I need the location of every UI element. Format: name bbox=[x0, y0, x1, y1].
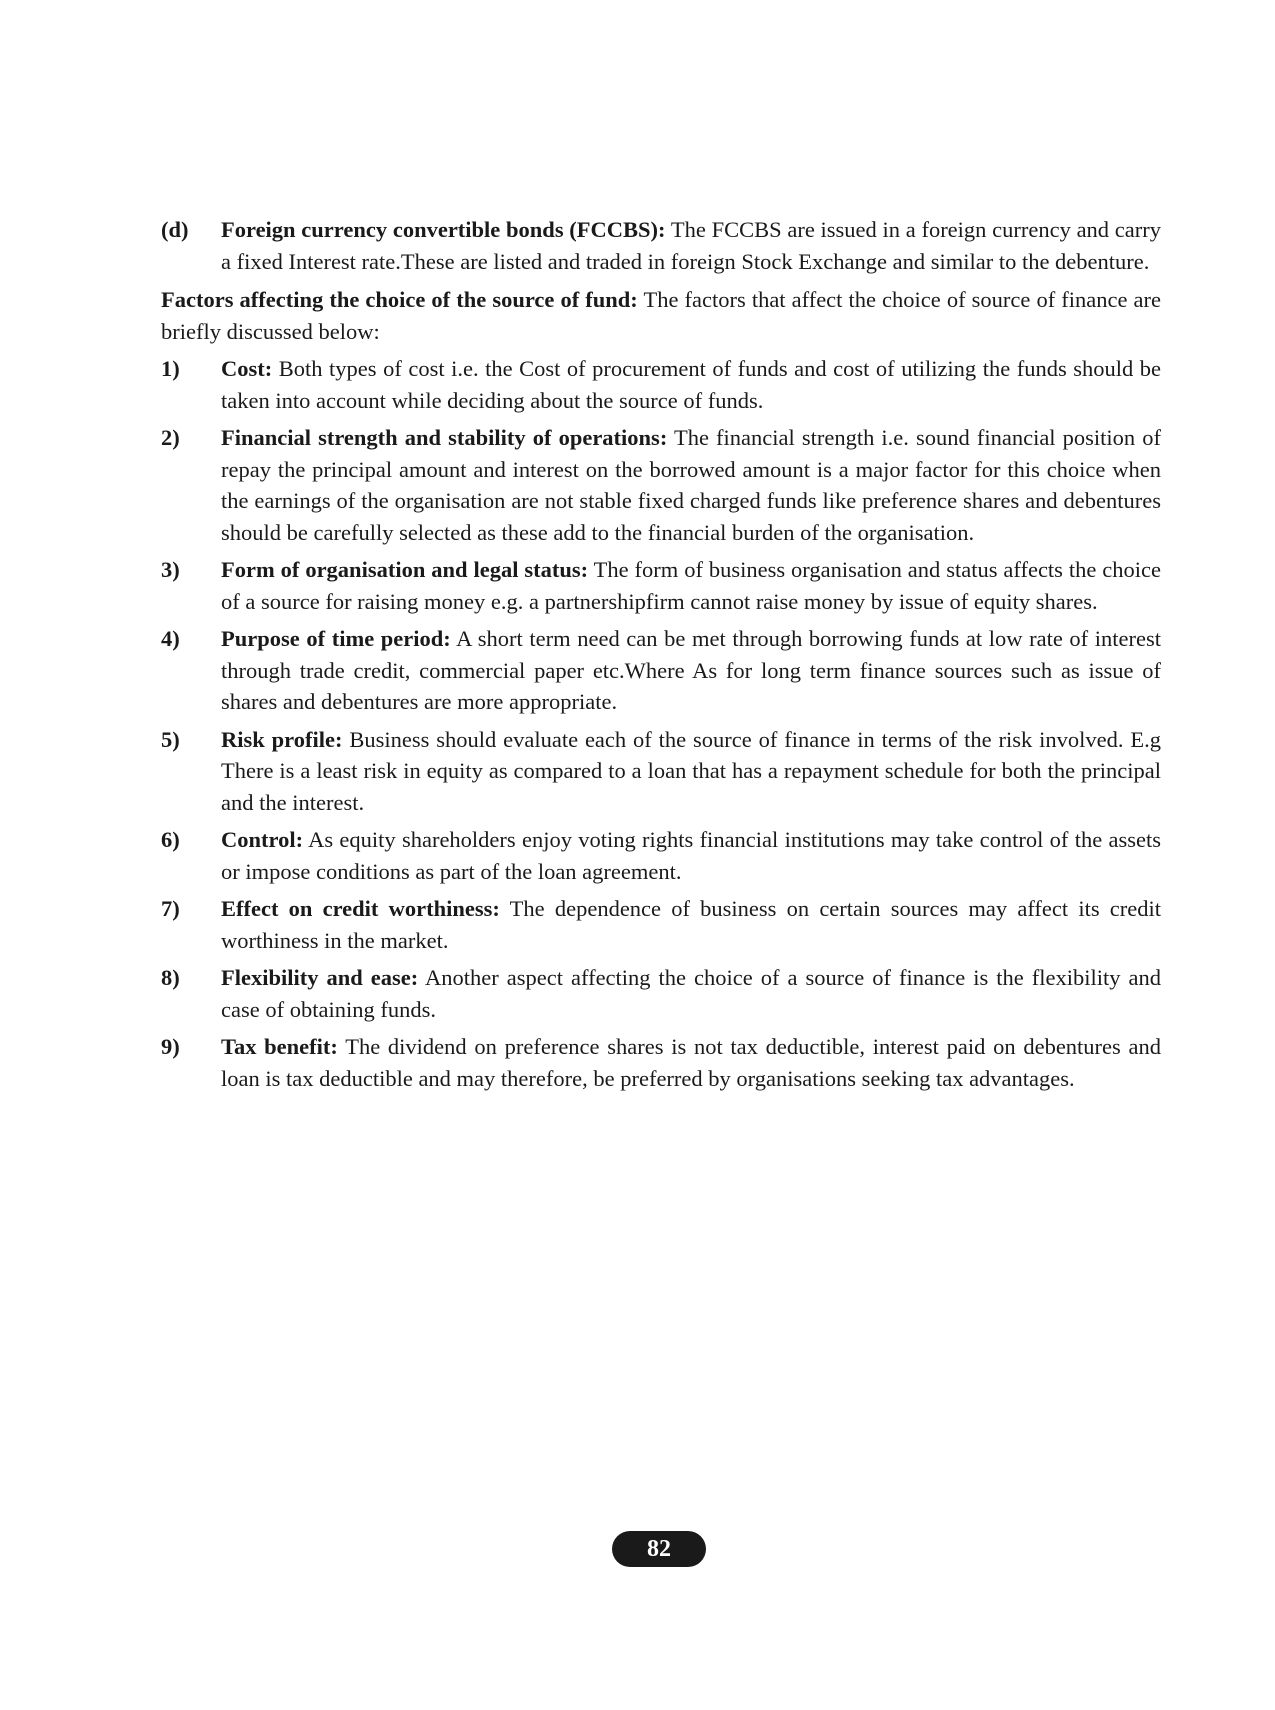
factor-text: The dividend on preference shares is not tax deductible, interest paid on debentures and loan is tax deductible and may therefore, be preferred by organisations seeking tax advantages. bbox=[221, 1034, 1162, 1091]
factor-body bbox=[221, 422, 1161, 548]
factor-number: 9) bbox=[161, 1034, 180, 1059]
factor-number: 3) bbox=[161, 557, 180, 582]
factor-term: Purpose of time period: bbox=[221, 626, 451, 651]
factor-number: 1) bbox=[161, 356, 180, 381]
factor-body bbox=[221, 724, 1161, 819]
page-content bbox=[161, 214, 1161, 1094]
factor-term: Control: bbox=[221, 827, 304, 852]
factor-term: Effect on credit worthiness: bbox=[221, 896, 500, 921]
factor-text: The financial strength i.e. sound financial position of repay the principal amount and interest on the borrowed amount is a major factor for this choice when the earnings of the organisation are not stable fixed charged funds like preference shares and debentures should be carefully selected as these add to the financial burden of the organisation. bbox=[221, 425, 1161, 545]
factor-text: As equity shareholders enjoy voting rights financial institutions may take control of the assets or impose conditions as part of the loan agreement. bbox=[221, 827, 1161, 884]
factors-heading: Factors affecting the choice of the source of fund: bbox=[161, 287, 638, 312]
section-d-marker: (d) bbox=[161, 217, 189, 242]
section-d bbox=[161, 214, 1161, 277]
factor-term: Tax benefit: bbox=[221, 1034, 338, 1059]
factor-body bbox=[221, 824, 1161, 887]
factor-term: Cost: bbox=[221, 356, 273, 381]
factor-text: Both types of cost i.e. the Cost of procurement of funds and cost of utilizing the funds should be taken into account while deciding about the source of funds. bbox=[221, 356, 1161, 413]
factor-term: Financial strength and stability of operations: bbox=[221, 425, 668, 450]
factor-number: 8) bbox=[161, 965, 180, 990]
factor-number: 4) bbox=[161, 626, 180, 651]
factor-text: A short term need can be met through borrowing funds at low rate of interest through trade credit, commercial paper etc.Where As for long term finance sources such as issue of shares and debentures are more appropriate. bbox=[221, 626, 1161, 714]
factor-text: The dependence of business on certain sources may affect its credit worthiness in the market. bbox=[221, 896, 1161, 953]
factor-number: 6) bbox=[161, 827, 180, 852]
factor-item bbox=[161, 724, 1161, 819]
factor-item bbox=[161, 554, 1161, 617]
factor-term: Risk profile: bbox=[221, 726, 343, 752]
factor-text: Another aspect affecting the choice of a source of finance is the flexibility and case of obtaining funds. bbox=[221, 965, 1161, 1022]
factor-body bbox=[221, 623, 1161, 718]
factor-item bbox=[161, 422, 1161, 548]
section-d-body bbox=[221, 214, 1161, 277]
factor-item bbox=[161, 1031, 1161, 1094]
factor-text: Business should evaluate each of the source of finance in terms of the risk involved. E.g There is a least risk in equity as compared to a loan that has a repayment schedule for both the principal and the interest. bbox=[221, 726, 1161, 815]
factor-item bbox=[161, 353, 1161, 416]
factor-item bbox=[161, 893, 1161, 956]
factor-term: Flexibility and ease: bbox=[221, 965, 419, 990]
factor-body bbox=[221, 353, 1161, 416]
factor-item bbox=[161, 824, 1161, 887]
factor-item bbox=[161, 623, 1161, 718]
factor-item bbox=[161, 962, 1161, 1025]
factor-term: Form of organisation and legal status: bbox=[221, 557, 589, 582]
factor-text: The form of business organisation and status affects the choice of a source for raising money e.g. a partnershipfirm cannot raise money by issue of equity shares. bbox=[221, 557, 1161, 614]
factor-number: 5) bbox=[161, 726, 180, 752]
factor-body bbox=[221, 893, 1161, 956]
factor-body bbox=[221, 1031, 1161, 1094]
section-d-text: The FCCBS are issued in a foreign currency and carry a fixed Interest rate.These are listed and traded in foreign Stock Exchange and similar to the debenture. bbox=[221, 217, 1161, 274]
factor-number: 2) bbox=[161, 425, 180, 450]
factor-number: 7) bbox=[161, 896, 180, 921]
factor-body bbox=[221, 962, 1161, 1025]
factors-intro bbox=[161, 284, 1161, 347]
factor-body bbox=[221, 554, 1161, 617]
factors-intro-text: The factors that affect the choice of source of finance are briefly discussed below: bbox=[161, 287, 1161, 344]
section-d-term: Foreign currency convertible bonds (FCCBS): bbox=[221, 217, 666, 242]
page-number: 82 bbox=[612, 1531, 706, 1567]
